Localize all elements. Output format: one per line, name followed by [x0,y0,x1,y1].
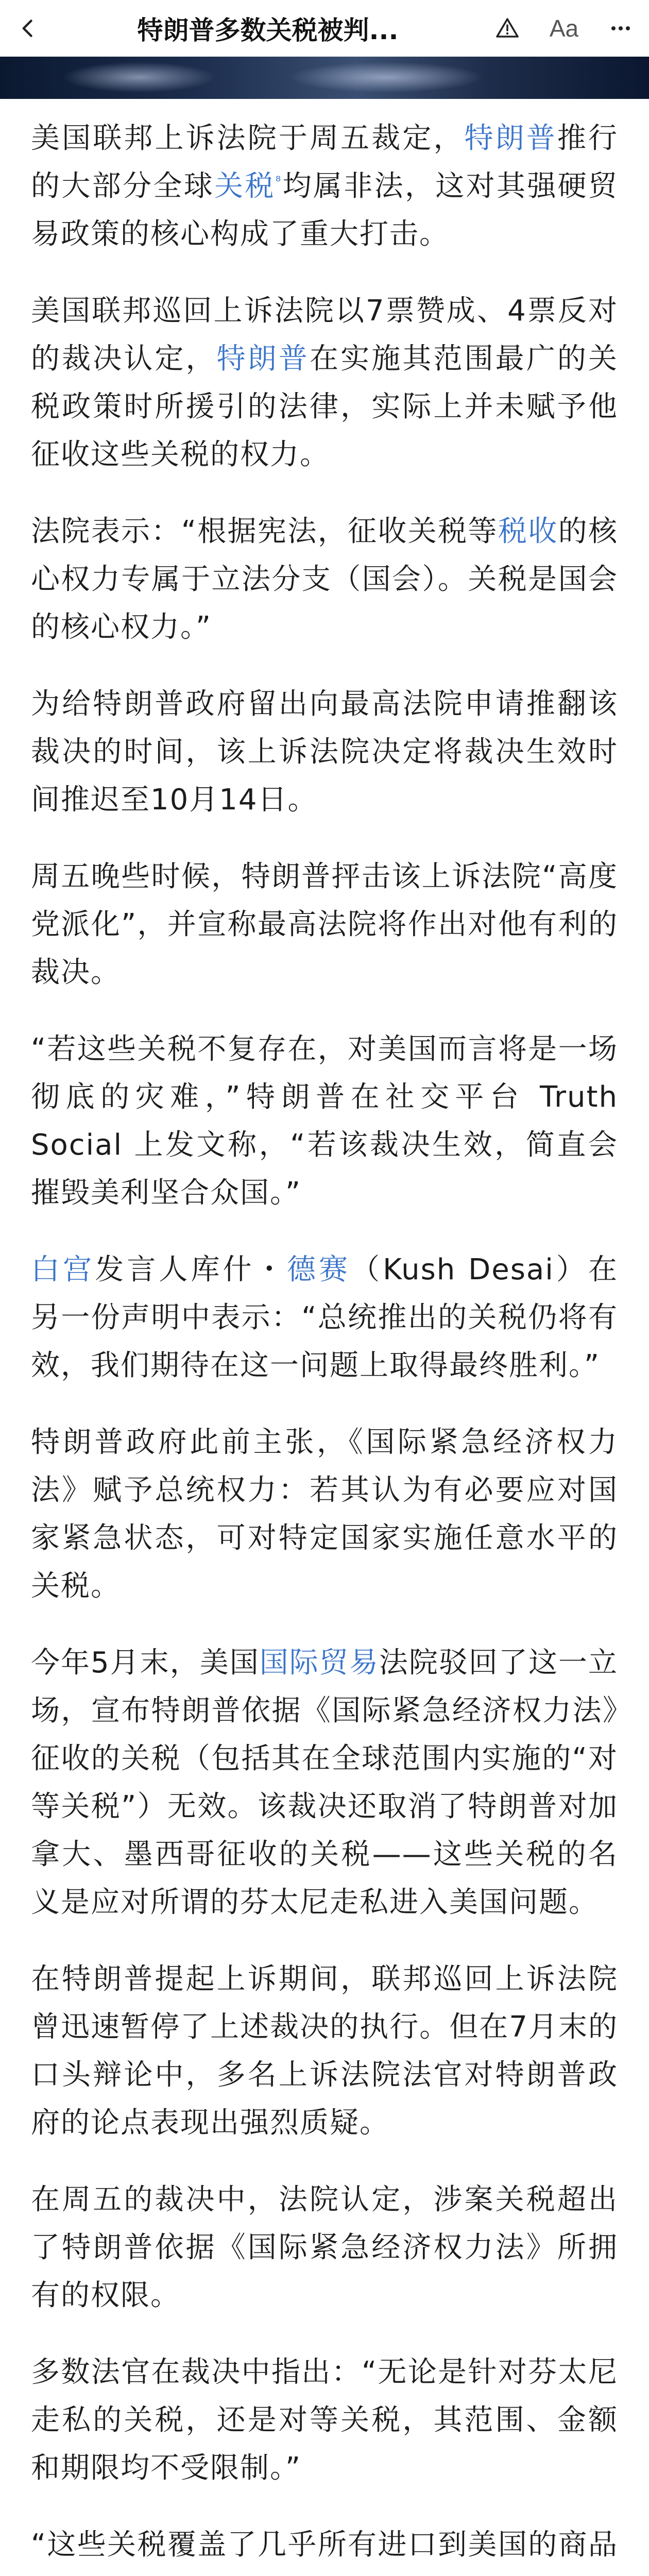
keyword-link[interactable]: 税收 [498,515,558,548]
paragraph-text: 今年5月末，美国 [31,1646,260,1680]
article-paragraph [31,1246,618,1389]
more-horizontal-icon [608,16,633,41]
paragraph-text: 发言人库什・ [95,1253,287,1286]
article-paragraph [31,1418,618,1610]
keyword-link[interactable]: 关税 [214,170,276,203]
more-button[interactable] [592,0,649,57]
top-navigation-bar [0,0,649,57]
paragraph-text: “这些关税覆盖了几乎所有进口到美国的商品 [31,2528,618,2562]
paragraph-text: 周五晚些时候，特朗普抨击该上诉法院“高度党派化”，并宣称最高法院将作出对他有利的裁决。 [31,860,618,989]
article-paragraph [31,287,618,479]
font-size-button[interactable] [536,0,592,57]
paragraph-text: 均属非法，这对其强硬贸易政策的核心构成了重大打击。 [31,170,619,251]
article-paragraph [31,1955,618,2147]
keyword-link[interactable]: 国际贸易 [259,1646,379,1680]
article-paragraph [31,2176,618,2319]
keyword-link[interactable]: 特朗普 [464,122,557,155]
keyword-link[interactable]: 德赛 [286,1253,351,1286]
paragraph-text: 美国联邦上诉法院于周五裁定， [31,122,465,155]
paragraph-text: 在实施其范围最广的关税政策时所援引的法律，实际上并未赋予他征收这些关税的权力。 [31,342,619,471]
chevron-left-icon [17,17,40,40]
paragraph-text: 在周五的裁决中，法院认定，涉案关税超出了特朗普依据《国际紧急经济权力法》所拥有的权限。 [31,2183,618,2312]
paragraph-text: 法院表示：“根据宪法，征收关税等 [31,515,498,548]
back-button[interactable] [0,0,57,57]
article-paragraph [31,2521,618,2576]
report-button[interactable] [479,0,536,57]
paragraph-text: 美国联邦巡回上诉法院以7票赞成、4票反对的裁决认定， [31,294,618,376]
paragraph-text: 在特朗普提起上诉期间，联邦巡回上诉法院曾迅速暂停了上述裁决的执行。但在7月末的口头辩论中，多名上诉法院法官对特朗普政府的论点表现出强烈质疑。 [31,1962,618,2140]
article-paragraph [31,853,618,996]
article-body [31,114,618,2576]
keyword-link[interactable]: 特朗普 [216,342,310,376]
paragraph-text: 多数法官在裁决中指出：“无论是针对芬太尼走私的关税，还是对等关税，其范围、金额和期限均不受限制。” [31,2355,618,2485]
paragraph-text: 法院驳回了这一立场，宣布特朗普依据《国际紧急经济权力法》征收的关税（包括其在全球范围内实施的“对等关税”）无效。该裁决还取消了特朗普对加拿大、墨西哥征收的关税——这些关税的名义是应对所谓的芬太尼走私进入美国问题。 [31,1646,618,1919]
font-size-label: Aa [549,14,579,42]
article-paragraph [31,680,618,824]
paragraph-text: 的核心权力专属于立法分支（国会）。关税是国会的核心权力。” [31,515,619,644]
keyword-link[interactable]: 白宫 [31,1253,95,1286]
article-paragraph [31,1639,618,1926]
warning-icon [495,16,520,41]
article-paragraph [31,507,618,651]
paragraph-text: （Kush Desai）在另一份声明中表示：“总统推出的关税仍将有效，我们期待在这一问题上取得最终胜利。” [31,1253,619,1382]
paragraph-text: “若这些关税不复存在，对美国而言将是一场彻底的灾难，”特朗普在社交平台 Truth Social 上发文称，“若该裁决生效，简直会摧毁美利坚合众国。” [31,1032,618,1210]
article-paragraph [31,1025,618,1217]
page-title: 特朗普多数关税被判... [137,15,399,45]
keyword-superscript: ⁸ [275,174,282,190]
article-header-image [0,57,649,99]
paragraph-text: 特朗普政府此前主张，《国际紧急经济权力法》赋予总统权力：若其认为有必要应对国家紧急状态，可对特定国家实施任意水平的关税。 [31,1426,618,1603]
paragraph-text: 为给特朗普政府留出向最高法院申请推翻该裁决的时间，该上诉法院决定将裁决生效时间推迟至10月14日。 [31,687,618,817]
article-paragraph [31,2348,618,2492]
article-paragraph [31,114,618,258]
paragraph-text: 推行的大部分全球 [31,122,619,203]
